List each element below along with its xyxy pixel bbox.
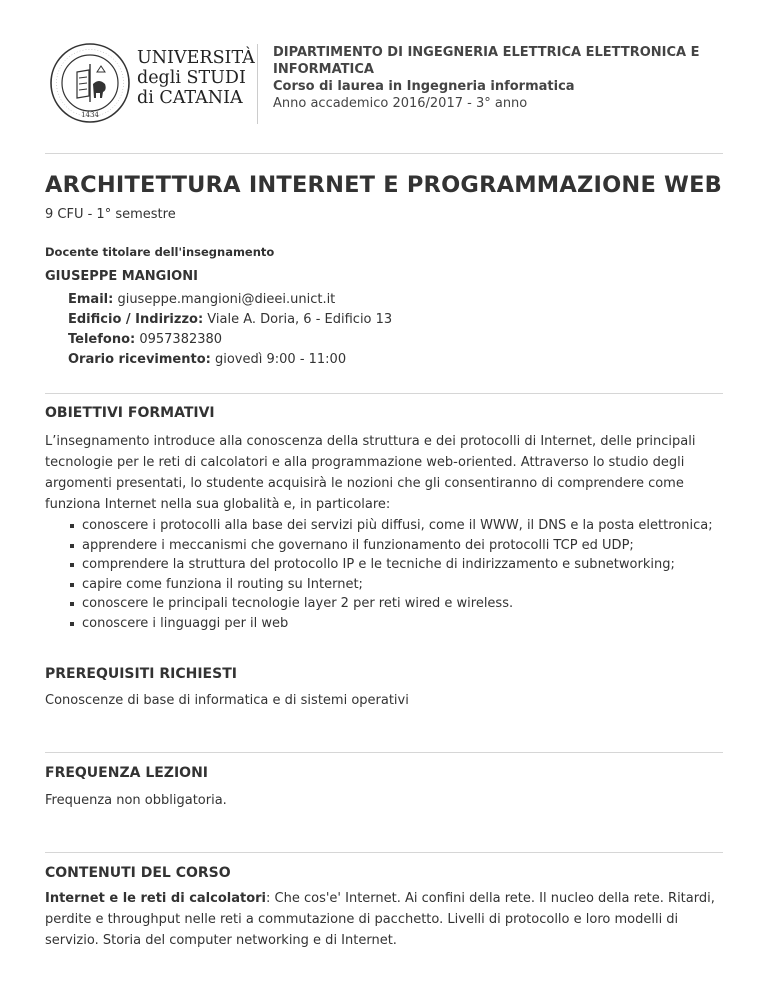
- list-item: conoscere le principali tecnologie layer 2 per reti wired e wireless.: [82, 594, 752, 614]
- objectives-line: argomenti presentati, lo studente acquisirà le nozioni che gli consentiranno di comprendere come: [45, 476, 684, 491]
- logo-line-1: UNIVERSITÀ: [137, 48, 255, 68]
- office-hours-value: giovedì 9:00 - 11:00: [214, 352, 347, 367]
- divider: [45, 153, 723, 154]
- objectives-line: tecnologie per le reti di calcolatori e alla programmazione web-oriented. Attraverso lo studio degli: [45, 455, 685, 470]
- seal-year: 1434: [81, 111, 99, 119]
- list-item: capire come funziona il routing su Internet;: [82, 575, 752, 595]
- header-divider: [257, 44, 258, 124]
- divider: [45, 852, 723, 853]
- list-item: comprendere la struttura del protocollo IP e le tecniche di indirizzamento e subnetworking;: [82, 555, 752, 575]
- course-credits: 9 CFU - 1° semestre: [45, 207, 176, 222]
- department-name-line-1: DIPARTIMENTO DI INGEGNERIA ELETTRICA ELETTRONICA E: [273, 45, 700, 60]
- logo-line-2: degli STUDI: [137, 68, 246, 88]
- university-wordmark: [137, 48, 255, 108]
- prerequisites-text: Conoscenze di base di informatica e di sistemi operativi: [45, 693, 409, 708]
- department-info: [273, 44, 723, 112]
- teacher-name: GIUSEPPE MANGIONI: [45, 269, 198, 284]
- divider: [45, 393, 723, 394]
- contents-line-1: : Che cos'e' Internet. Ai confini della rete. Il nucleo della rete. Ritardi,: [266, 891, 715, 906]
- teacher-section-label: Docente titolare dell'insegnamento: [45, 245, 275, 259]
- logo-line-3: di CATANIA: [137, 88, 243, 108]
- teacher-contact: [68, 290, 392, 370]
- page-header: [45, 38, 725, 124]
- list-item: conoscere i linguaggi per il web: [82, 614, 752, 634]
- objectives-list: [45, 516, 752, 633]
- attendance-heading: FREQUENZA LEZIONI: [45, 765, 208, 781]
- contents-line: [45, 888, 725, 909]
- attendance-text: Frequenza non obbligatoria.: [45, 793, 227, 808]
- address-label: Edificio / Indirizzo:: [68, 312, 204, 327]
- address-value: Viale A. Doria, 6 - Edificio 13: [207, 312, 393, 327]
- contents-line-3: servizio. Storia del computer networking e di Internet.: [45, 933, 397, 948]
- prerequisites-heading: PREREQUISITI RICHIESTI: [45, 666, 237, 682]
- list-item: conoscere i protocolli alla base dei servizi più diffusi, come il WWW, il DNS e la posta elettronica;: [82, 516, 752, 536]
- list-item: apprendere i meccanismi che governano il funzionamento dei protocolli TCP ed UDP;: [82, 536, 752, 556]
- course-title: ARCHITETTURA INTERNET E PROGRAMMAZIONE WEB: [45, 172, 722, 198]
- address-row: [68, 310, 392, 330]
- contents-text: [45, 888, 725, 951]
- email-link[interactable]: giuseppe.mangioni@dieei.unict.it: [117, 292, 336, 307]
- objectives-line: L’insegnamento introduce alla conoscenza della struttura e dei protocolli di Internet, delle principali: [45, 434, 696, 449]
- divider: [45, 752, 723, 753]
- objectives-line: funziona Internet nella sua globalità e, in particolare:: [45, 497, 391, 512]
- phone-label: Telefono:: [68, 332, 136, 347]
- department-name-line-2: INFORMATICA: [273, 62, 374, 77]
- email-label: Email:: [68, 292, 114, 307]
- office-hours-label: Orario ricevimento:: [68, 352, 211, 367]
- university-seal-icon: [49, 42, 131, 124]
- objectives-heading: OBIETTIVI FORMATIVI: [45, 405, 215, 421]
- office-hours-row: [68, 350, 392, 370]
- email-row: [68, 290, 392, 310]
- contents-topic-label: Internet e le reti di calcolatori: [45, 891, 267, 906]
- academic-year: Anno accademico 2016/2017 - 3° anno: [273, 96, 528, 111]
- contents-heading: CONTENUTI DEL CORSO: [45, 865, 231, 881]
- contents-line-2: perdite e throughput nelle reti a commutazione di pacchetto. Livelli di protocollo e loro modelli di: [45, 912, 679, 927]
- university-logo: [45, 38, 255, 124]
- phone-value: 0957382380: [139, 332, 223, 347]
- objectives-text: [45, 431, 725, 515]
- course-of-study: Corso di laurea in Ingegneria informatica: [273, 79, 575, 94]
- phone-row: [68, 330, 392, 350]
